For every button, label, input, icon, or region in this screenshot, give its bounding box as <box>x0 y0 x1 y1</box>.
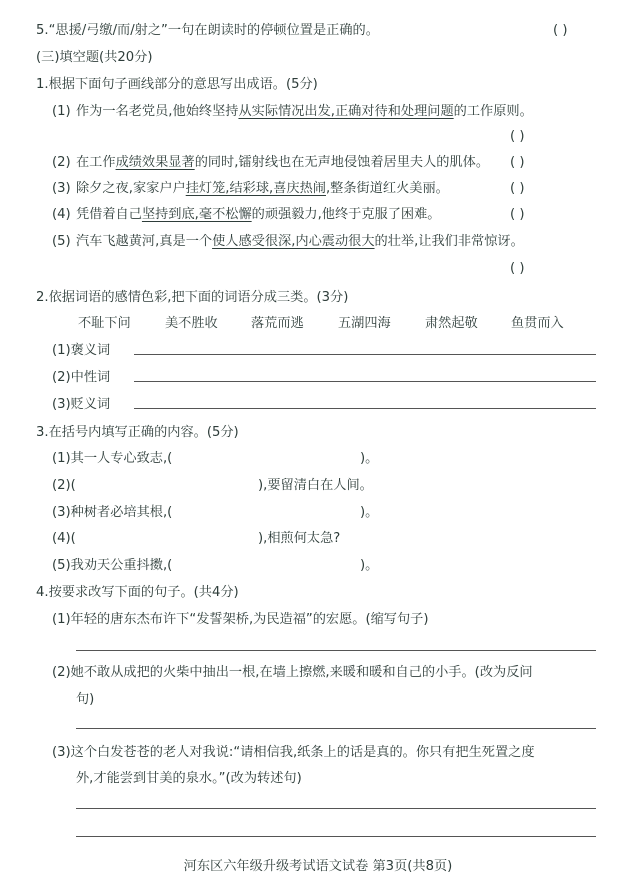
question-5-text: 5.“思援/弓缴/而/射之”一句在朗读时的停顿位置是正确的。 <box>36 23 379 38</box>
item-sentence: 凭借着自己坚持到底,毫不松懈的顽强毅力,他终于克服了困难。 <box>76 207 441 222</box>
sentence-prompt: (2)她不敢从成把的火柴中抽出一根,在墙上擦燃,来暖和暖和自己的小手。(改为反问 <box>52 665 533 680</box>
item-prefix: (5)我劝天公重抖擞,( <box>52 558 173 573</box>
answer-line[interactable] <box>76 650 596 651</box>
word-bank-item: 五湖四海 <box>338 316 391 331</box>
category-label: (3)贬义词 <box>52 397 111 412</box>
part-2-title-text: 2.依据词语的感情色彩,把下面的词语分成三类。(3分) <box>36 290 349 305</box>
answer-paren: ( ) <box>510 207 525 222</box>
sentence-prompt-cont: 句) <box>76 692 95 707</box>
word-bank-item: 鱼贯而入 <box>511 316 564 331</box>
item-number: (2) <box>52 155 71 170</box>
part-1-title-text: 1.根据下面句子画线部分的意思写出成语。(5分) <box>36 77 318 92</box>
page-footer: 河东区六年级升级考试语文试卷 第3页(共8页) <box>183 859 453 874</box>
answer-line[interactable] <box>134 381 596 382</box>
answer-line[interactable] <box>76 808 596 809</box>
category-label: (1)褒义词 <box>52 343 111 358</box>
item-number: (5) <box>52 234 71 249</box>
answer-paren: ( ) <box>553 23 568 38</box>
answer-line[interactable] <box>134 354 596 355</box>
word-bank-item: 美不胜收 <box>165 316 218 331</box>
item-number: (3) <box>52 181 71 196</box>
section-title: (三)填空题(共20分) <box>36 50 153 65</box>
answer-line[interactable] <box>76 836 596 837</box>
answer-line[interactable] <box>134 408 596 409</box>
item-prefix: (2)( <box>52 478 76 493</box>
sentence-prompt: (3)这个白发苍苍的老人对我说:“请相信我,纸条上的话是真的。你只有把生死置之度 <box>52 745 535 760</box>
answer-line[interactable] <box>76 728 596 729</box>
item-suffix: ),相煎何太急? <box>258 531 341 546</box>
item-suffix: )。 <box>360 505 379 520</box>
item-suffix: )。 <box>360 558 379 573</box>
item-sentence: 在工作成绩效果显著的同时,镭射线也在无声地侵蚀着居里夫人的肌体。 <box>76 155 490 170</box>
word-bank-item: 肃然起敬 <box>425 316 478 331</box>
answer-paren: ( ) <box>510 155 525 170</box>
answer-paren: ( ) <box>510 129 525 144</box>
item-suffix: ),要留清白在人间。 <box>258 478 373 493</box>
part-3-title-text: 3.在括号内填写正确的内容。(5分) <box>36 425 239 440</box>
answer-paren: ( ) <box>510 261 525 276</box>
item-number: (4) <box>52 207 71 222</box>
item-number: (1) <box>52 104 71 119</box>
item-prefix: (3)种树者必培其根,( <box>52 505 173 520</box>
part-4-title-text: 4.按要求改写下面的句子。(共4分) <box>36 585 239 600</box>
sentence-prompt: (1)年轻的唐东杰布许下“发誓架桥,为民造福”的宏愿。(缩写句子) <box>52 612 429 627</box>
category-label: (2)中性词 <box>52 370 111 385</box>
item-sentence: 作为一名老党员,他始终坚持从实际情况出发,正确对待和处理问题的工作原则。 <box>76 104 533 119</box>
sentence-prompt-cont: 外,才能尝到甘美的泉水。”(改为转述句) <box>76 771 302 786</box>
item-suffix: )。 <box>360 451 379 466</box>
item-sentence: 除夕之夜,家家户户挂灯笼,结彩球,喜庆热闹,整条街道红火美丽。 <box>76 181 449 196</box>
item-prefix: (1)其一人专心致志,( <box>52 451 173 466</box>
answer-paren: ( ) <box>510 181 525 196</box>
word-bank-item: 不耻下问 <box>78 316 131 331</box>
item-sentence: 汽车飞越黄河,真是一个使人感受很深,内心震动很大的壮举,让我们非常惊讶。 <box>76 234 524 249</box>
word-bank-item: 落荒而逃 <box>251 316 304 331</box>
item-prefix: (4)( <box>52 531 76 546</box>
